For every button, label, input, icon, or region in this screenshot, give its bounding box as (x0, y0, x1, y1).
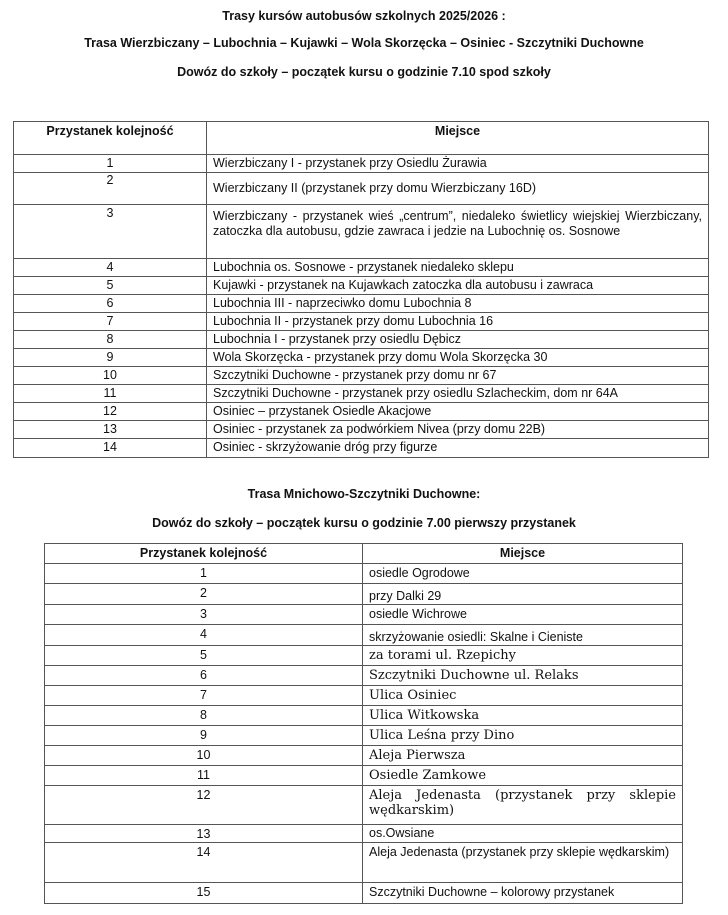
stop-number: 5 (14, 277, 207, 295)
stop-number: 14 (45, 843, 363, 883)
stop-place: Wierzbiczany - przystanek wieś „centrum”, niedaleko świetlicy wiejskiej Wierzbiczany, zatoczka dla autobusu, gdzie zawraca i jedzie na Lubochnię os. Sosnowe (207, 205, 709, 259)
table-row (45, 666, 683, 686)
stop-number: 12 (14, 403, 207, 421)
table-row (14, 385, 709, 403)
stop-number: 13 (14, 421, 207, 439)
stop-number: 9 (14, 349, 207, 367)
table-row (14, 331, 709, 349)
stop-number: 3 (14, 205, 207, 259)
header-stop-order: Przystanek kolejność (45, 544, 363, 564)
stop-number: 8 (45, 706, 363, 726)
stop-number: 15 (45, 883, 363, 904)
table-row (45, 686, 683, 706)
stop-place: Osiniec – przystanek Osiedle Akacjowe (207, 403, 709, 421)
table-row (45, 746, 683, 766)
stop-number: 9 (45, 726, 363, 746)
stop-place: Ulica Witkowska (363, 706, 683, 726)
table-row (14, 403, 709, 421)
table-row (14, 205, 709, 259)
stop-place: Szczytniki Duchowne - przystanek przy osiedlu Szlacheckim, dom nr 64A (207, 385, 709, 403)
table-row (45, 564, 683, 584)
stop-place: Szczytniki Duchowne ul. Relaks (363, 666, 683, 686)
stop-number: 10 (45, 746, 363, 766)
stop-place: przy Dalki 29 (363, 584, 683, 605)
stop-number: 2 (14, 173, 207, 205)
stop-place: Aleja Pierwsza (363, 746, 683, 766)
stop-place: Szczytniki Duchowne - przystanek przy domu nr 67 (207, 367, 709, 385)
table-row (45, 883, 683, 904)
stop-place: Osiedle Zamkowe (363, 766, 683, 786)
stop-place: Lubochnia III - naprzeciwko domu Lubochnia 8 (207, 295, 709, 313)
table-row (14, 367, 709, 385)
stop-number: 8 (14, 331, 207, 349)
table-row (45, 706, 683, 726)
table-row (14, 173, 709, 205)
stop-number: 14 (14, 439, 207, 458)
table-row (14, 277, 709, 295)
stop-place: Lubochnia II - przystanek przy domu Lubochnia 16 (207, 313, 709, 331)
table-row (45, 605, 683, 625)
table-row (45, 625, 683, 646)
stop-number: 5 (45, 646, 363, 666)
stop-number: 6 (45, 666, 363, 686)
header-place: Miejsce (207, 122, 709, 155)
header-place: Miejsce (363, 544, 683, 564)
table-row (14, 295, 709, 313)
stop-place: Wierzbiczany II (przystanek przy domu Wierzbiczany 16D) (207, 173, 709, 205)
stop-place: osiedle Wichrowe (363, 605, 683, 625)
table-row (45, 646, 683, 666)
table-row (45, 786, 683, 825)
route1-name: Trasa Wierzbiczany – Lubochnia – Kujawki – Wola Skorzęcka – Osiniec - Szczytniki Duchowne (84, 36, 644, 50)
table-row (14, 439, 709, 458)
table-row (45, 843, 683, 883)
route1-schedule: Dowóz do szkoły – początek kursu o godzinie 7.10 spod szkoły (177, 65, 551, 79)
table-row (45, 766, 683, 786)
stop-number: 1 (14, 155, 207, 173)
stop-number: 7 (14, 313, 207, 331)
stop-number: 1 (45, 564, 363, 584)
stop-place: Osiniec - skrzyżowanie dróg przy figurze (207, 439, 709, 458)
stop-place: Wierzbiczany I - przystanek przy Osiedlu Żurawia (207, 155, 709, 173)
table-row (14, 421, 709, 439)
document-title: Trasy kursów autobusów szkolnych 2025/2026 : (222, 9, 506, 23)
stop-number: 11 (45, 766, 363, 786)
stop-place: Kujawki - przystanek na Kujawkach zatoczka dla autobusu i zawraca (207, 277, 709, 295)
stop-place: Aleja Jedenasta (przystanek przy sklepie wędkarskim) (363, 843, 683, 883)
route2-name: Trasa Mnichowo-Szczytniki Duchowne: (247, 487, 481, 501)
stop-place: Osiniec - przystanek za podwórkiem Nivea (przy domu 22B) (207, 421, 709, 439)
stop-number: 2 (45, 584, 363, 605)
stop-number: 4 (45, 625, 363, 646)
table-header-row (14, 122, 709, 155)
stop-place: skrzyżowanie osiedli: Skalne i Cieniste (363, 625, 683, 646)
stop-place: Ulica Leśna przy Dino (363, 726, 683, 746)
stop-number: 4 (14, 259, 207, 277)
table-row (14, 313, 709, 331)
stop-number: 3 (45, 605, 363, 625)
stop-number: 6 (14, 295, 207, 313)
stop-place: Szczytniki Duchowne – kolorowy przystanek (363, 883, 683, 904)
table-header-row (45, 544, 683, 564)
header-stop-order: Przystanek kolejność (14, 122, 207, 155)
stop-place: Aleja Jedenasta (przystanek przy sklepie wędkarskim) (363, 786, 683, 825)
table-row (45, 584, 683, 605)
stop-place: Lubochnia os. Sosnowe - przystanek niedaleko sklepu (207, 259, 709, 277)
route2-table (44, 543, 683, 904)
table-row (45, 726, 683, 746)
stop-place: za torami ul. Rzepichy (363, 646, 683, 666)
table-row (14, 259, 709, 277)
table-row (14, 155, 709, 173)
stop-number: 11 (14, 385, 207, 403)
stop-place: Ulica Osiniec (363, 686, 683, 706)
stop-place: Wola Skorzęcka - przystanek przy domu Wola Skorzęcka 30 (207, 349, 709, 367)
table-row (45, 825, 683, 843)
stop-place: Lubochnia I - przystanek przy osiedlu Dębicz (207, 331, 709, 349)
stop-place: os.Owsiane (363, 825, 683, 843)
route1-table (13, 121, 709, 458)
stop-number: 7 (45, 686, 363, 706)
stop-number: 13 (45, 825, 363, 843)
route2-schedule: Dowóz do szkoły – początek kursu o godzinie 7.00 pierwszy przystanek (152, 516, 576, 530)
stop-number: 10 (14, 367, 207, 385)
stop-number: 12 (45, 786, 363, 825)
stop-place: osiedle Ogrodowe (363, 564, 683, 584)
table-row (14, 349, 709, 367)
